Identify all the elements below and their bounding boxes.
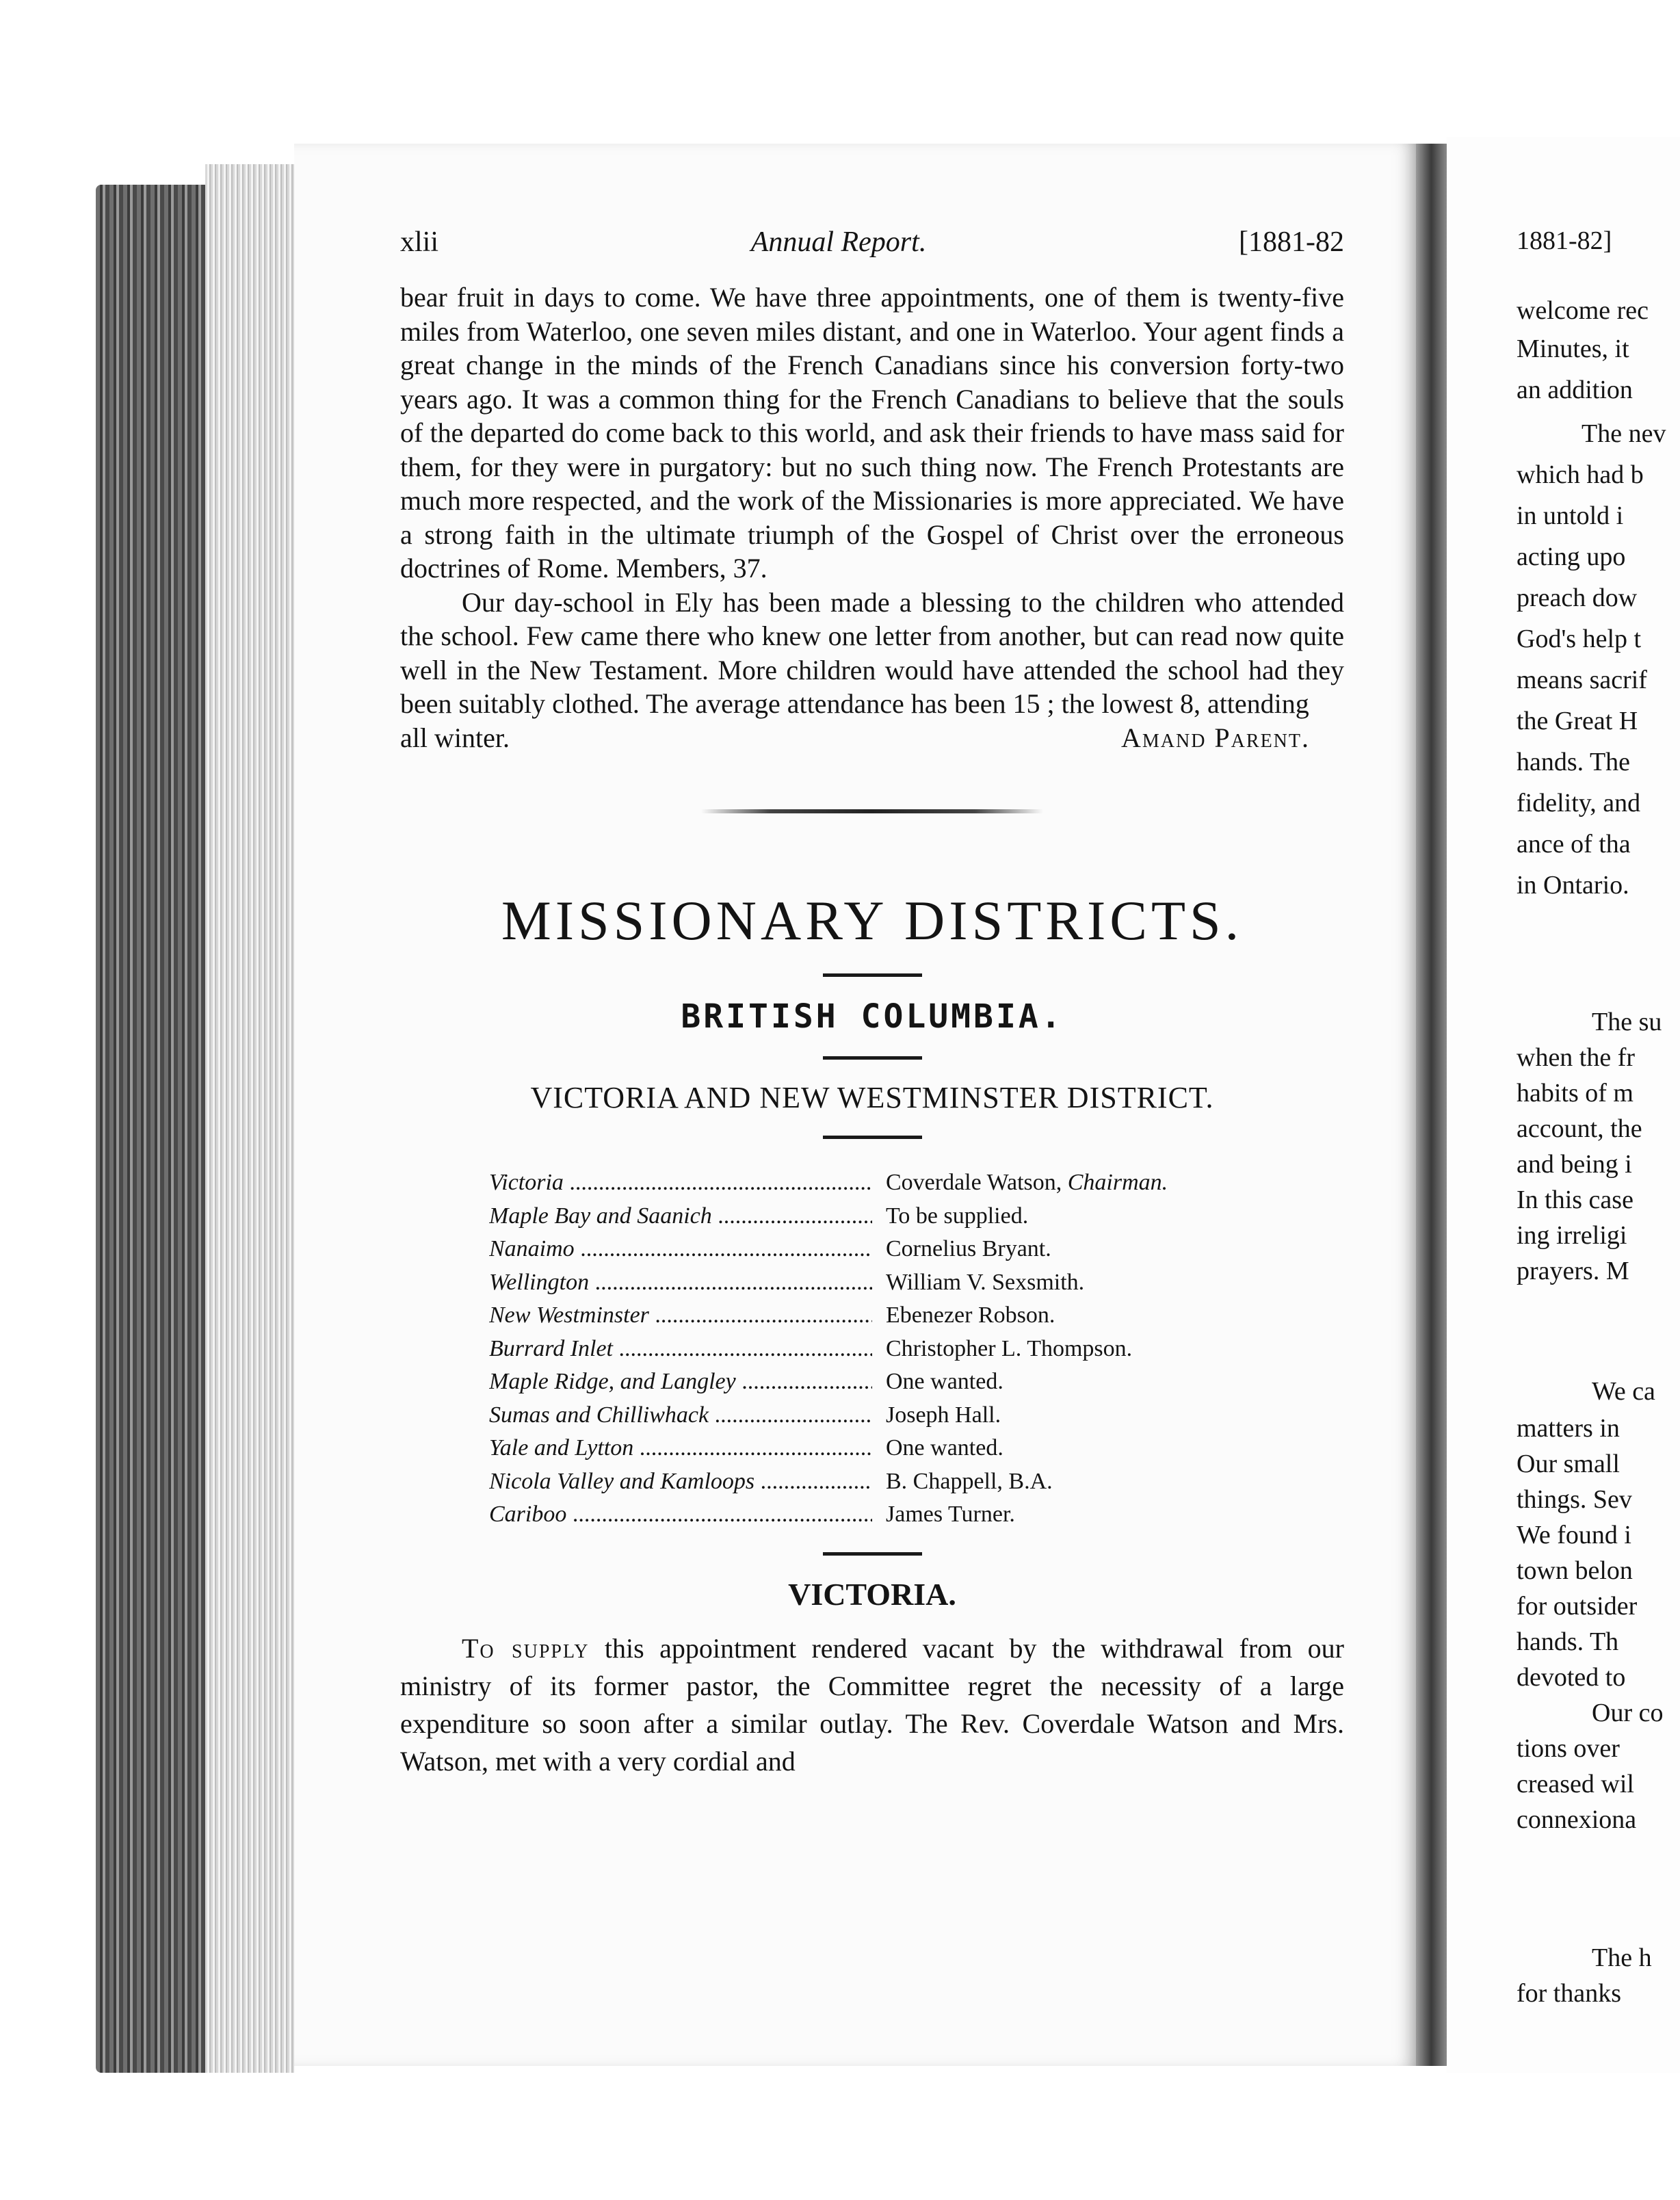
page-header bbox=[400, 226, 1344, 280]
right-line: creased wil bbox=[1517, 1770, 1634, 1798]
right-line: devoted to bbox=[1517, 1663, 1626, 1692]
right-line: Our small bbox=[1517, 1450, 1620, 1478]
right-line: things. Sev bbox=[1517, 1485, 1632, 1514]
appointment-row bbox=[489, 1432, 1276, 1465]
victoria-body: this appointment rendered vacant by the withdrawal from our ministry of its former pastor, the Committee regret the necessity of a large expenditure so soon after a similar outlay. The Rev. Coverdale Watson and Mrs. Watson, met with a very cordial and bbox=[400, 1632, 1344, 1777]
appointment-row bbox=[489, 1465, 1276, 1499]
appointment-place: Burrard Inlet ..... bbox=[489, 1333, 872, 1366]
signature: Amand Parent. bbox=[1120, 722, 1310, 753]
right-line: and being i bbox=[1517, 1150, 1632, 1179]
right-line: The h bbox=[1592, 1943, 1652, 1972]
book-gutter bbox=[1416, 144, 1447, 2066]
right-line: when the fr bbox=[1517, 1043, 1636, 1072]
right-line: Our co bbox=[1592, 1699, 1664, 1727]
right-line: account, the bbox=[1517, 1114, 1642, 1143]
right-line: fidelity, and bbox=[1517, 789, 1641, 817]
title-rule bbox=[823, 973, 922, 977]
right-line: in untold i bbox=[1517, 501, 1624, 530]
right-line: ance of tha bbox=[1517, 830, 1631, 859]
right-line: The su bbox=[1592, 1008, 1662, 1036]
chairman-label: Chairman. bbox=[1067, 1170, 1168, 1195]
district-title: VICTORIA AND NEW WESTMINSTER DISTRICT. bbox=[530, 1081, 1214, 1114]
appointment-minister: B. Chappell, B.A. bbox=[886, 1468, 1053, 1494]
left-page-content bbox=[400, 226, 1344, 1807]
appointments-list bbox=[489, 1166, 1276, 1532]
section-title: VICTORIA. bbox=[788, 1576, 956, 1612]
right-line: hands. Th bbox=[1517, 1627, 1619, 1656]
appointment-place: Nicola Valley and Kamloops ..... bbox=[489, 1465, 872, 1499]
left-page bbox=[294, 144, 1416, 2066]
right-page-content bbox=[1517, 0, 1680, 2200]
paragraph-end: all winter. bbox=[400, 722, 510, 753]
appointment-place: Sumas and Chilliwhack ..... bbox=[489, 1399, 872, 1432]
right-line: We ca bbox=[1592, 1377, 1655, 1406]
paragraph-waterloo: bear fruit in days to come. We have three appointments, one of them is twenty-five miles from Waterloo, one seven miles distant, and one in Waterloo. Your agent finds a great change in the minds of the French Canadians since his conversion forty-two years ago. It was a common thing for the French Canadians to believe that the souls of the departed do come back to this world, and ask their friends to have mass said for them, for they were in purgatory: but no such thing now. The French Protestants are much more respected, and the work of the Missionaries is more appreciated. We have a strong faith in the ultimate triumph of the Gospel of Christ over the erroneous doctrines of Rome. Members, 37. bbox=[400, 282, 1344, 584]
right-line: habits of m bbox=[1517, 1079, 1633, 1108]
page-edges bbox=[205, 164, 294, 2073]
running-title: Annual Report. bbox=[750, 226, 927, 258]
signature-line bbox=[400, 721, 1344, 755]
appointment-minister: James Turner. bbox=[886, 1502, 1015, 1527]
appointment-row bbox=[489, 1166, 1276, 1200]
appointment-minister: One wanted. bbox=[886, 1435, 1003, 1461]
right-line: welcome rec bbox=[1517, 296, 1649, 325]
appointment-place: Yale and Lytton ..... bbox=[489, 1432, 872, 1465]
district-rule bbox=[823, 1136, 922, 1139]
minister-name: Coverdale Watson, bbox=[886, 1170, 1062, 1195]
right-header: 1881-82] bbox=[1517, 226, 1612, 255]
right-line: tions over bbox=[1517, 1734, 1620, 1763]
right-line: In this case bbox=[1517, 1186, 1633, 1214]
paragraph-victoria bbox=[400, 1629, 1344, 1780]
right-line: an addition bbox=[1517, 376, 1633, 404]
right-line: the Great H bbox=[1517, 707, 1638, 735]
right-line: hands. The bbox=[1517, 748, 1631, 776]
main-title: MISSIONARY DISTRICTS. bbox=[501, 889, 1244, 952]
right-line: connexiona bbox=[1517, 1805, 1637, 1834]
right-line: means sacrif bbox=[1517, 666, 1647, 694]
header-year: [1881-82 bbox=[1239, 226, 1344, 258]
appointment-place: Wellington ..... bbox=[489, 1266, 872, 1300]
appointment-place: Victoria ..... bbox=[489, 1166, 872, 1200]
appointment-minister bbox=[872, 1166, 1168, 1200]
right-line: ing irreligi bbox=[1517, 1221, 1627, 1250]
appointment-row bbox=[489, 1365, 1276, 1399]
right-line: God's help t bbox=[1517, 625, 1642, 653]
right-line: preach dow bbox=[1517, 584, 1638, 612]
right-line: We found i bbox=[1517, 1521, 1631, 1549]
page-number: xlii bbox=[400, 226, 439, 258]
appointment-row bbox=[489, 1498, 1276, 1532]
appointment-row bbox=[489, 1266, 1276, 1300]
appointment-minister: To be supplied. bbox=[886, 1203, 1029, 1229]
appointment-minister: William V. Sexsmith. bbox=[886, 1269, 1085, 1295]
appointment-row bbox=[489, 1299, 1276, 1333]
right-line: prayers. M bbox=[1517, 1257, 1629, 1285]
right-line: town belon bbox=[1517, 1556, 1633, 1585]
appointment-place: Maple Bay and Saanich ..... bbox=[489, 1200, 872, 1233]
right-line: The nev bbox=[1581, 419, 1666, 448]
victoria-lead: To supply bbox=[462, 1632, 590, 1664]
appointment-minister: Christopher L. Thompson. bbox=[886, 1335, 1133, 1361]
right-line: Minutes, it bbox=[1517, 335, 1629, 363]
appointment-place: Cariboo ..... bbox=[489, 1498, 872, 1532]
appointment-minister: Joseph Hall. bbox=[886, 1402, 1001, 1428]
section-rule bbox=[823, 1552, 922, 1556]
appointment-minister: Ebenezer Robson. bbox=[886, 1302, 1055, 1328]
right-line: matters in bbox=[1517, 1414, 1620, 1443]
subtitle: BRITISH COLUMBIA. bbox=[681, 997, 1064, 1036]
paragraph-ely-school: Our day-school in Ely has been made a blessing to the children who attended the school. Few came there who knew one letter from another, but can read now quite well in the New Testament. More children would have attended the school had they been suitably clothed. The average attendance has been 15 ; the lowest 8, attending bbox=[400, 586, 1344, 719]
ornament-divider bbox=[701, 809, 1043, 813]
right-line: in Ontario. bbox=[1517, 871, 1629, 900]
right-line: acting upo bbox=[1517, 542, 1626, 571]
right-line: for outsider bbox=[1517, 1592, 1638, 1621]
appointment-place: Nanaimo ..... bbox=[489, 1233, 872, 1266]
appointment-row bbox=[489, 1333, 1276, 1366]
appointment-place: New Westminster ..... bbox=[489, 1299, 872, 1333]
subtitle-rule bbox=[823, 1056, 922, 1060]
right-line: for thanks bbox=[1517, 1979, 1622, 2008]
appointment-minister: One wanted. bbox=[886, 1369, 1003, 1394]
appointment-row bbox=[489, 1233, 1276, 1266]
appointment-minister: Cornelius Bryant. bbox=[886, 1236, 1051, 1261]
appointment-row bbox=[489, 1399, 1276, 1432]
right-line: which had b bbox=[1517, 460, 1644, 489]
appointment-place: Maple Ridge, and Langley ..... bbox=[489, 1365, 872, 1399]
appointment-row bbox=[489, 1200, 1276, 1233]
